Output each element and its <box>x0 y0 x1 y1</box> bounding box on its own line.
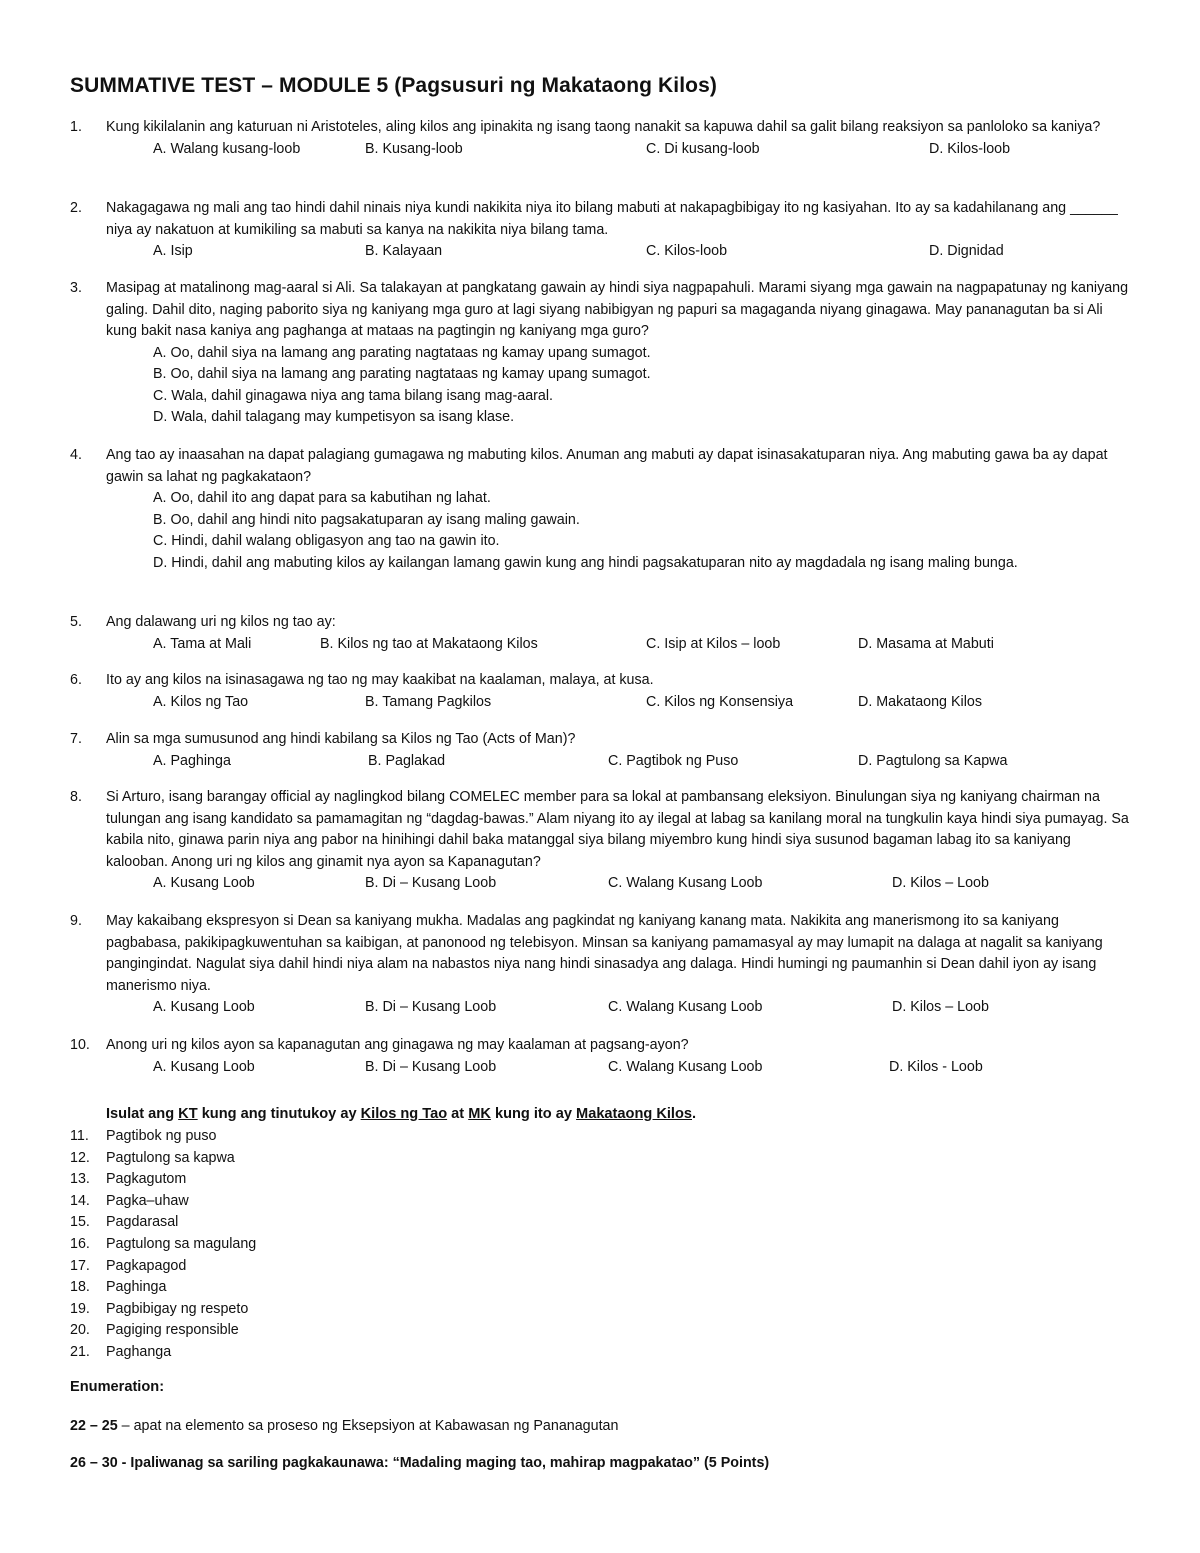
options-row <box>106 1057 1132 1079</box>
item-text: Pagkagutom <box>106 1171 187 1188</box>
option-b: B. Di – Kusang Loob <box>365 1058 497 1075</box>
item-number: 11. <box>70 1128 89 1144</box>
option-c: C. Pagtibok ng Puso <box>608 752 739 769</box>
item-text: Pagdarasal <box>106 1214 179 1231</box>
option-d: D. Dignidad <box>929 243 1004 259</box>
option-d: D. Masama at Mabuti <box>858 635 994 652</box>
item-text: Pagtibok ng puso <box>106 1128 217 1144</box>
question-number: 4. <box>70 447 82 463</box>
option-d: D. Kilos-loob <box>929 140 1011 157</box>
question-text: Ito ay ang kilos na isinasagawa ng tao ng may kaakibat na kaalaman, malaya, at kusa. <box>106 672 654 688</box>
section-instruction <box>106 1104 696 1126</box>
enum-range: 22 – 25 <box>70 1418 118 1434</box>
enum-text: – apat na elemento sa proseso ng Eksepsiyon at Kabawasan ng Pananagutan <box>117 1418 619 1434</box>
question-7 <box>70 729 1132 772</box>
item-text: Pagtulong sa magulang <box>106 1235 257 1252</box>
option-b: B. Kilos ng tao at Makataong Kilos <box>320 635 538 652</box>
kt-abbrev: KT <box>178 1106 198 1122</box>
option-a: A. Tama at Mali <box>153 635 252 652</box>
option-a: A. Walang kusang-loob <box>153 140 301 157</box>
enum-text: - Ipaliwanag sa sariling pagkakaunawa: “Madaling maging tao, mahirap magpakatao” (5 Points) <box>117 1455 770 1471</box>
item-number: 16. <box>70 1235 90 1252</box>
question-number: 9. <box>70 913 82 929</box>
item-text: Pagbibigay ng respeto <box>106 1300 249 1317</box>
option-c: C. Kilos-loob <box>646 243 728 259</box>
item-text: Pagka–uhaw <box>106 1192 189 1209</box>
item-text: Pagiging responsible <box>106 1322 239 1339</box>
option-a: A. Kilos ng Tao <box>153 693 249 710</box>
question-number: 1. <box>70 119 82 135</box>
question-6 <box>70 670 1132 713</box>
question-text: May kakaibang ekspresyon si Dean sa kaniyang mukha. Madalas ang pagkindat ng kaniyang kanang mata. Nakikita ang manerismong ito sa kaniyang pagbabasa, pakikipagkuwentuhan sa kaibigan, at panonood ng telebisyon. Minsan sa kaniyang pamamasyal ay may lumapit na dalaga at nagalit sa kaniyang pangingindat. Nagulat siya dahil hindi niya alam na nabastos niya nang hindi sinasadya ang dalaga. Hindi humingi ng paumanhin si Dean dahil iyon ay isang manerismo niya. <box>106 913 1103 994</box>
option-c: C. Wala, dahil ginagawa niya ang tama bilang isang mag-aaral. <box>153 387 554 404</box>
item-number: 13. <box>70 1171 90 1188</box>
option-b: B. Oo, dahil ang hindi nito pagsakatuparan ay isang maling gawain. <box>153 511 580 528</box>
instruction-text: kung ito ay <box>490 1106 577 1122</box>
item-number: 19. <box>70 1300 90 1317</box>
option-b: B. Oo, dahil siya na lamang ang parating nagtataas ng kamay upang sumagot. <box>153 366 651 382</box>
options-row <box>106 241 1132 263</box>
question-text: Ang dalawang uri ng kilos ng tao ay: <box>106 614 336 630</box>
options-row <box>106 692 1132 714</box>
item-number: 12. <box>70 1149 90 1166</box>
options-row <box>106 751 1132 773</box>
option-d: D. Pagtulong sa Kapwa <box>858 752 1008 769</box>
option-b: B. Di – Kusang Loob <box>365 999 497 1015</box>
option-c: C. Hindi, dahil walang obligasyon ang tao na gawin ito. <box>153 533 500 549</box>
option-b: B. Kusang-loob <box>365 140 463 157</box>
question-5 <box>70 612 1132 655</box>
enum-range: 26 – 30 <box>70 1455 118 1471</box>
option-a: A. Kusang Loob <box>153 999 255 1015</box>
item-number: 14. <box>70 1192 90 1209</box>
question-3 <box>70 278 1132 429</box>
option-a: A. Oo, dahil ito ang dapat para sa kabutihan ng lahat. <box>153 490 491 506</box>
option-a: A. Paghinga <box>153 752 231 769</box>
options-row <box>106 997 1132 1019</box>
option-c: C. Walang Kusang Loob <box>608 1058 763 1075</box>
kilos-ng-tao-term: Kilos ng Tao <box>360 1106 448 1122</box>
options-list <box>153 488 1132 574</box>
option-c: C. Kilos ng Konsensiya <box>646 693 794 710</box>
instruction-text: . <box>692 1106 697 1122</box>
option-d: D. Kilos – Loob <box>892 999 989 1015</box>
question-text: Alin sa mga sumusunod ang hindi kabilang sa Kilos ng Tao (Acts of Man)? <box>106 731 576 747</box>
instruction-text: kung ang tinutukoy ay <box>197 1106 361 1122</box>
item-number: 15. <box>70 1214 90 1231</box>
item-text: Paghinga <box>106 1279 167 1296</box>
question-text: Nakagagawa ng mali ang tao hindi dahil ninais niya kundi nakikita niya ito bilang mabuti at nakapagbibigay ito ng kasiyahan. Ito ay sa kadahilanang ang ______ niya ay nakatuon at kumikiling sa mabuti sa kanya na nakikita niya bilang tama. <box>106 200 1118 238</box>
option-d: D. Kilos – Loob <box>892 875 989 891</box>
instruction-text: at <box>447 1106 469 1122</box>
option-a: A. Kusang Loob <box>153 875 255 891</box>
option-d: D. Kilos - Loob <box>889 1058 983 1075</box>
makataong-kilos-term: Makataong Kilos <box>576 1106 693 1122</box>
option-c: C. Isip at Kilos – loob <box>646 635 781 652</box>
option-b: B. Paglakad <box>368 752 446 769</box>
page-title: SUMMATIVE TEST – MODULE 5 (Pagsusuri ng Makataong Kilos) <box>70 74 717 97</box>
enumeration-item <box>70 1453 769 1475</box>
item-text: Pagtulong sa kapwa <box>106 1149 235 1166</box>
question-text: Masipag at matalinong mag-aaral si Ali. Sa talakayan at pangkatang gawain ay hindi siya nagpapahuli. Marami siyang mga gawain na nagpapatunay ng kaniyang galing. Dahil dito, naging paborito siya ng kaniyang mga guro at lagi siyang nabibigyan ng papuri sa magaganda niyang ginagawa. May pananagutan ba si Ali kung bakit nasa kaniya ang paghanga at mataas na pagtingin ng kaniyang mga guro? <box>106 280 1129 339</box>
question-number: 5. <box>70 614 82 630</box>
option-d: D. Makataong Kilos <box>858 693 982 710</box>
question-number: 8. <box>70 789 82 805</box>
option-a: A. Oo, dahil siya na lamang ang parating nagtataas ng kamay upang sumagot. <box>153 344 651 361</box>
option-b: B. Kalayaan <box>365 243 443 259</box>
option-d: D. Wala, dahil talagang may kumpetisyon sa isang klase. <box>153 409 515 425</box>
mk-abbrev: MK <box>468 1106 491 1122</box>
options-row <box>106 873 1132 895</box>
question-number: 3. <box>70 280 82 296</box>
option-c: C. Walang Kusang Loob <box>608 999 763 1015</box>
option-b: B. Di – Kusang Loob <box>365 875 497 891</box>
question-text: Si Arturo, isang barangay official ay naglingkod bilang COMELEC member para sa lokal at pambansang eleksiyon. Binulungan siya ng kaniyang chairman na tulungan ang isang kandidato sa pamamagitan ng “dagdag-bawas.” Alam niyang ito ay ilegal at labag sa kanilang moral na tungkulin kaya hindi siya pumayag. Sa kabila nito, ginawa parin niya ang pabor na hinihingi dahil baka matanggal siya bilang miyembro kung hindi siya susunod bagaman labag ito sa kaniyang kalooban. Anong uri ng kilos ang ginamit nya ayon sa Kapanagutan? <box>106 789 1129 870</box>
item-number: 20. <box>70 1322 90 1339</box>
question-number: 10. <box>70 1037 90 1053</box>
question-9 <box>70 911 1132 1019</box>
question-1 <box>70 117 1132 160</box>
option-d: D. Hindi, dahil ang mabuting kilos ay kailangan lamang gawin kung ang hindi pagsakatuparan nito ay magdadala ng isang maling bunga. <box>153 554 1018 571</box>
options-row <box>106 634 1132 656</box>
options-row <box>106 139 1132 161</box>
option-c: C. Di kusang-loob <box>646 140 760 157</box>
question-number: 6. <box>70 672 82 688</box>
question-2 <box>70 198 1132 263</box>
enumeration-item <box>70 1416 618 1438</box>
item-number: 17. <box>70 1257 90 1274</box>
question-text: Anong uri ng kilos ayon sa kapanagutan ang ginagawa ng may kaalaman at pagsang-ayon? <box>106 1037 689 1053</box>
option-a: A. Isip <box>153 243 193 259</box>
question-text: Kung kikilalanin ang katuruan ni Aristoteles, aling kilos ang ipinakita ng isang taong nanakit sa kapuwa dahil sa galit bilang reaksiyon sa panloloko sa kaniya? <box>106 119 1101 135</box>
options-list <box>153 343 1132 429</box>
enumeration-heading: Enumeration: <box>70 1379 165 1395</box>
option-c: C. Walang Kusang Loob <box>608 875 763 891</box>
instruction-text: Isulat ang <box>106 1106 179 1122</box>
question-10 <box>70 1035 1132 1078</box>
item-number: 18. <box>70 1279 90 1296</box>
question-number: 2. <box>70 200 82 216</box>
item-text: Pagkapagod <box>106 1257 187 1274</box>
option-b: B. Tamang Pagkilos <box>365 693 492 710</box>
question-text: Ang tao ay inaasahan na dapat palagiang gumagawa ng mabuting kilos. Anuman ang mabuti ay dapat isinasakatuparan niya. Ang mabuting gawa ba ay dapat gawin sa lahat ng pagkakataon? <box>106 447 1108 485</box>
question-8 <box>70 787 1132 895</box>
item-number: 21. <box>70 1343 90 1360</box>
question-number: 7. <box>70 731 82 747</box>
option-a: A. Kusang Loob <box>153 1058 255 1075</box>
item-text: Paghanga <box>106 1343 172 1360</box>
question-4 <box>70 445 1132 574</box>
